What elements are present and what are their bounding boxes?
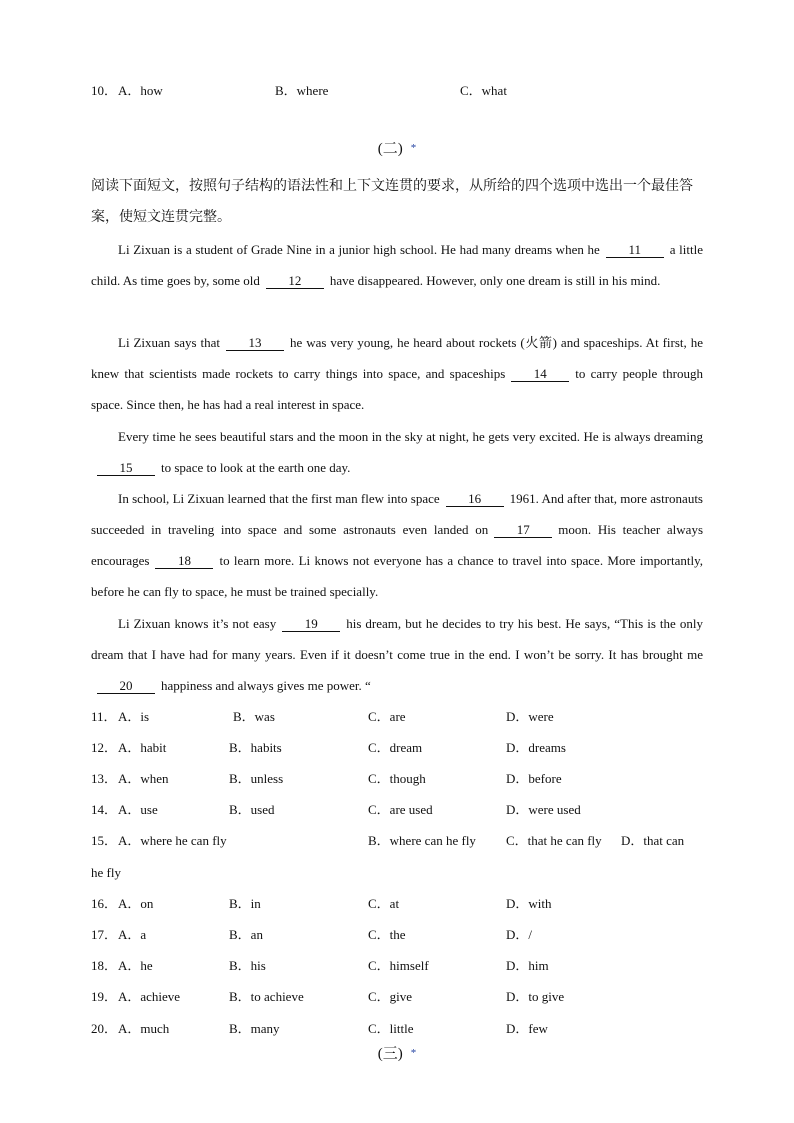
option-d: D．were: [506, 709, 554, 724]
star-icon: *: [410, 142, 417, 154]
option-b: B．was: [233, 709, 275, 724]
option-a: A．a: [118, 927, 147, 942]
option-d: D．before: [506, 771, 562, 786]
question-number: 15．: [91, 833, 118, 848]
option-a: A．where he can fly: [118, 833, 227, 848]
instructions: 阅读下面短文，按照句子结构的语法性和上下文连贯的要求，从所给的四个选项中选出一个最佳答案，使短文连贯完整。: [91, 178, 693, 225]
option-a: A．use: [118, 802, 158, 817]
blank-20: 20: [97, 679, 155, 694]
blank-19: 19: [282, 617, 340, 632]
option-c: C．at: [368, 896, 400, 911]
blank-12: 12: [266, 274, 324, 289]
option-b: B．where: [275, 83, 329, 98]
option-d: D．dreams: [506, 740, 566, 755]
question-number: 12．: [91, 740, 118, 755]
option-c: C．what: [460, 83, 507, 98]
option-a: A．how: [118, 83, 163, 98]
option-a: A．habit: [118, 740, 167, 755]
question-number: 20．: [91, 1021, 118, 1036]
option-d: D．/: [506, 927, 533, 942]
option-b: B．an: [229, 927, 263, 942]
option-d: D．him: [506, 958, 549, 973]
option-b: B．where can he fly: [368, 833, 476, 848]
option-c: C．the: [368, 927, 406, 942]
passage-paragraph-1: Li Zixuan is a student of Grade Nine in a junior high school. He had many dreams when he 11 a little child. As time goes by, some old 12 have disappeared. However, only one dream is still in his mind.: [91, 242, 703, 288]
option-d: D．with: [506, 896, 552, 911]
passage-paragraph-3: Every time he sees beautiful stars and the moon in the sky at night, he gets very excited. He is always dreaming15 to space to look at the earth one day.: [91, 421, 703, 483]
option-c: C．are: [368, 709, 406, 724]
blank-18: 18: [155, 554, 213, 569]
option-c: C．though: [368, 771, 426, 786]
option-b: B．his: [229, 958, 266, 973]
blank-16: 16: [446, 492, 504, 507]
option-a: A．on: [118, 896, 154, 911]
section-title: (二): [377, 141, 403, 157]
option-a: A．when: [118, 771, 169, 786]
section-heading-2: [91, 138, 703, 159]
question-number: 14．: [91, 802, 118, 817]
section-heading-3: [91, 1043, 703, 1064]
option-a: A．he: [118, 958, 153, 973]
option-c: C．that he can fly: [506, 833, 602, 848]
option-b: B．many: [229, 1021, 280, 1036]
option-d: D．that can: [621, 833, 685, 848]
option-b: B．used: [229, 802, 275, 817]
option-c: C．dream: [368, 740, 423, 755]
question-number: 16．: [91, 896, 118, 911]
option-a: A．much: [118, 1021, 170, 1036]
question-number: 19．: [91, 989, 118, 1004]
question-number: 18．: [91, 958, 118, 973]
option-c: C．are used: [368, 802, 433, 817]
option-b: B．unless: [229, 771, 284, 786]
question-number: 11．: [91, 709, 117, 724]
blank-15: 15: [97, 461, 155, 476]
option-b: B．to achieve: [229, 989, 304, 1004]
option-d-continued: he fly: [91, 865, 121, 880]
option-c: C．give: [368, 989, 413, 1004]
passage-paragraph-5: Li Zixuan knows it’s not easy 19 his dream, but he decides to try his best. He says, “This is the only dream that I have had for many years. Even if it doesn’t come true in the end. I won’t be sorry. It has brought me20 happiness and always gives me power. “: [91, 616, 703, 693]
star-icon: *: [410, 1047, 417, 1059]
blank-14: 14: [511, 367, 569, 382]
passage-paragraph-4: In school, Li Zixuan learned that the first man flew into space 16 1961. And after that, more astronauts succeeded in traveling into space and some astronauts even landed on 17 moon. His teacher always encourages 18 to learn more. Li knows not everyone has a chance to travel into space. More importantly, before he can fly to space, he must be trained specially.: [91, 491, 704, 599]
option-c: C．little: [368, 1021, 414, 1036]
option-a: A．is: [118, 709, 150, 724]
question-number: 13．: [91, 771, 118, 786]
option-b: B．habits: [229, 740, 282, 755]
option-a: A．achieve: [118, 989, 181, 1004]
option-d: D．few: [506, 1021, 548, 1036]
option-d: D．were used: [506, 802, 581, 817]
passage-paragraph-2: Li Zixuan says that 13 he was very young, he heard about rockets (火箭) and spaceships. At first, he knew that scientists made rockets to carry things into space, and spaceships 14 to carry people through space. Since then, he has had a real interest in space.: [91, 335, 703, 412]
blank-11: 11: [606, 243, 664, 258]
blank-13: 13: [226, 336, 284, 351]
section-title: (三): [377, 1046, 403, 1062]
option-c: C．himself: [368, 958, 429, 973]
option-b: B．in: [229, 896, 261, 911]
question-number: 10．: [91, 83, 118, 98]
option-d: D．to give: [506, 989, 565, 1004]
blank-17: 17: [494, 523, 552, 538]
question-number: 17．: [91, 927, 118, 942]
